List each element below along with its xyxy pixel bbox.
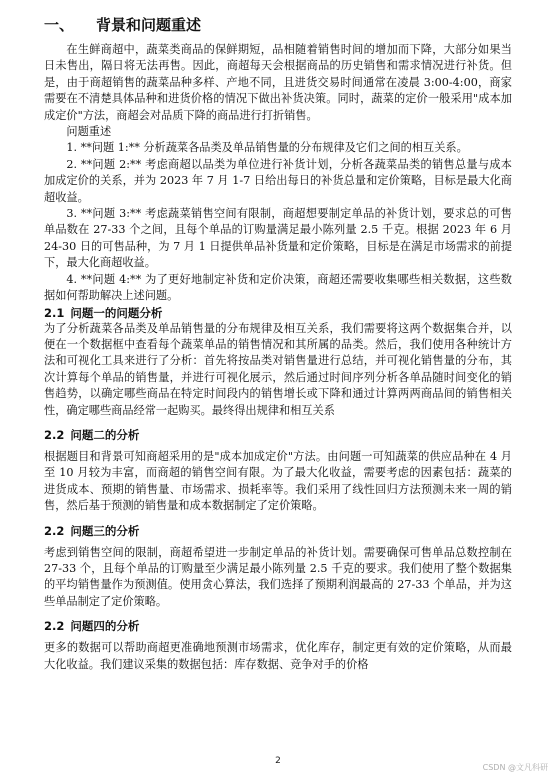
section-number: 2.2 bbox=[44, 619, 65, 634]
section-2-1-heading bbox=[44, 305, 512, 321]
section-2-2-body: 根据题目和背景可知商超采用的是"成本加成定价"方法。由问题一可知蔬菜的供应品种在 4 月至 10 月较为丰富，而商超的销售空间有限。为了最大化收益，需要考虑的因素包括：蔬菜的进货成本、预期的销售量、市场需求、损耗率等。我们采用了线性回归方法预测未来一周的销售，然后基于预测的销售量和成本数据制定了定价策略。 bbox=[44, 449, 512, 513]
watermark: CSDN @文凡科研 bbox=[482, 763, 548, 772]
restatement-label: 问题重述 bbox=[66, 125, 112, 139]
section-2-4-body: 更多的数据可以帮助商超更准确地预测市场需求，优化库存，制定更有效的定价策略，从而最大化收益。我们建议采集的数据包括：库存数据、竞争对手的价格 bbox=[44, 641, 512, 671]
section-2-4-heading bbox=[44, 618, 512, 634]
section-2-1-body: 为了分析蔬菜各品类及单品销售量的分布规律及相互关系，我们需要将这两个数据集合并，以便在一个数据框中查看每个蔬菜单品的销售情况和其所属的品类。然后，我们使用各种统计方法和可视化工具来进行了分析：首先将按品类对销售量进行总结，并可视化销售量的分布，其次计算每个单品的销售量，并进行可视化展示，然后通过时间序列分析各单品随时间变化的销售趋势，以确定哪些商品在特定时间段内的销售增长或下降和通过计算两两商品间的销售相关性，确定哪些商品经常一起购买。最终得出规律和相互关系 bbox=[44, 321, 512, 417]
problem-4-item: 4. **问题 4:** 为了更好地制定补货和定价决策，商超还需要收集哪些相关数据，这些数据如何帮助解决上述问题。 bbox=[44, 272, 512, 303]
heading-number: 一、 bbox=[44, 16, 75, 34]
heading-title: 背景和问题重述 bbox=[96, 16, 202, 34]
section-title: 问题一的问题分析 bbox=[70, 305, 163, 320]
section-number: 2.2 bbox=[44, 427, 65, 442]
section-title: 问题二的分析 bbox=[70, 427, 140, 442]
document-page bbox=[44, 14, 512, 673]
section-number: 2.1 bbox=[44, 305, 65, 320]
section-2-2-heading bbox=[44, 427, 512, 443]
problem-3-item: 3. **问题 3:** 考虑蔬菜销售空间有限制，商超想要制定单品的补货计划，要求总的可售单品数在 27-33 个之间，且每个单品的订购量满足最小陈列量 2.5 千克。根据 2023 年 6 月 24-30 日的可售品种，为 7 月 1 日提供单品补货量和定价策略，目标是在满足市场需求的前提下，最大化商超收益。 bbox=[44, 207, 512, 270]
background-paragraph: 在生鲜商超中，蔬菜类商品的保鲜期短，品相随着销售时间的增加而下降，大部分如果当日未售出，隔日将无法再售。因此，商超每天会根据商品的历史销售和需求情况进行补货。但是，由于商超销售的蔬菜品种多样、产地不同，且进货交易时间通常在凌晨 3:00-4:00，商家需要在不清楚具体品种和进货价格的情况下做出补货决策。同时，蔬菜的定价一般采用"成本加成定价"方法，商超会对品质下降的商品进行打折销售。 bbox=[44, 43, 512, 122]
problem-1-item: 1. **问题 1:** 分析蔬菜各品类及单品销售量的分布规律及它们之间的相互关系。 bbox=[66, 141, 468, 155]
section-2-3-body: 考虑到销售空间的限制，商超希望进一步制定单品的补货计划。需要确保可售单品总数控制在 27-33 个，且每个单品的订购量至少满足最小陈列量 2.5 千克的要求。我们使用了整个数据集的平均销售量作为预测值。使用贪心算法，我们选择了预期利润最高的 27-33 个单品，并为这些单品制定了定价策略。 bbox=[44, 545, 512, 608]
page-number: 2 bbox=[275, 756, 281, 766]
section-title: 问题三的分析 bbox=[70, 523, 140, 538]
problem-2-item: 2. **问题 2:** 考虑商超以品类为单位进行补货计划，分析各蔬菜品类的销售总量与成本加成定价的关系，并为 2023 年 7 月 1-7 日给出每日的补货总量和定价策略，目标是最大化商超收益。 bbox=[44, 157, 512, 204]
section-heading-1 bbox=[44, 14, 512, 36]
section-number: 2.2 bbox=[44, 523, 65, 538]
section-title: 问题四的分析 bbox=[70, 619, 140, 634]
section-2-3-heading bbox=[44, 523, 512, 539]
